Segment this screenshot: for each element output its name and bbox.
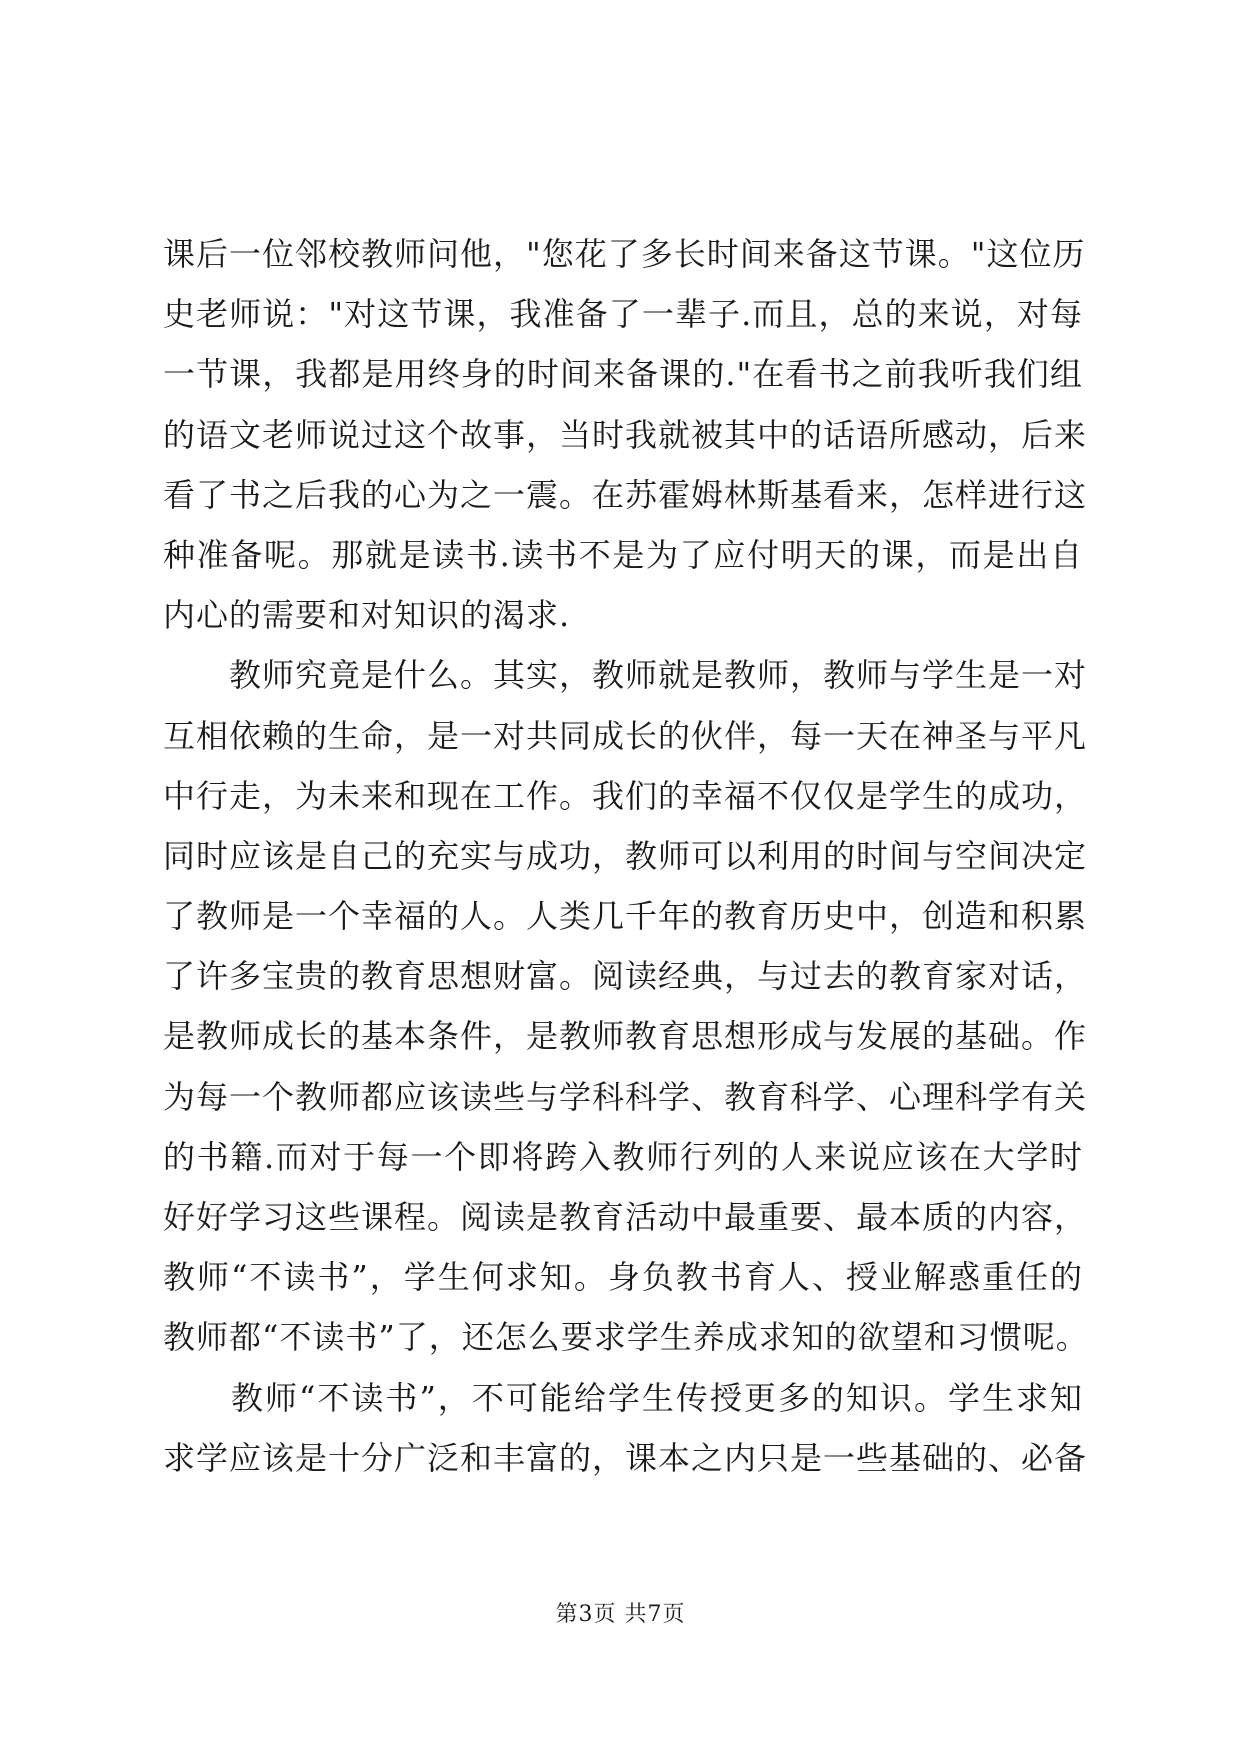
text-line: 互相依赖的生命，是一对共同成长的伙伴，每一天在神圣与平凡 bbox=[163, 716, 1088, 755]
text-line: 教师究竟是什么。其实，教师就是教师，教师与学生是一对 bbox=[163, 656, 1088, 695]
text-line: 种准备呢。那就是读书.读书不是为了应付明天的课，而是出自 bbox=[163, 535, 1083, 574]
text-line: 了许多宝贵的教育思想财富。阅读经典，与过去的教育家对话， bbox=[163, 957, 1088, 996]
text-line: 教师“不读书”，不可能给学生传授更多的知识。学生求知 bbox=[163, 1378, 1083, 1417]
text-line: 课后一位邻校教师问他，"您花了多长时间来备这节课。"这位历 bbox=[163, 235, 1086, 273]
text-line: 教师都“不读书”了，还怎么要求学生养成求知的欲望和习惯呢。 bbox=[163, 1318, 1089, 1357]
text-line: 是教师成长的基本条件，是教师教育思想形成与发展的基础。作 bbox=[163, 1017, 1088, 1056]
text-line: 的语文老师说过这个故事，当时我就被其中的话语所感动，后来 bbox=[163, 415, 1088, 454]
text-line: 好好学习这些课程。阅读是教育活动中最重要、最本质的内容， bbox=[163, 1198, 1088, 1236]
page-number-footer: 第3页 共7页 bbox=[555, 1602, 686, 1627]
text-line: 的书籍.而对于每一个即将跨入教师行列的人来说应该在大学时 bbox=[163, 1137, 1083, 1176]
text-line: 一节课，我都是用终身的时间来备课的."在看书之前我听我们组 bbox=[163, 355, 1083, 394]
text-line: 同时应该是自己的充实与成功，教师可以利用的时间与空间决定 bbox=[163, 836, 1088, 875]
text-line: 内心的需要和对知识的渴求. bbox=[163, 596, 571, 635]
text-line: 求学应该是十分广泛和丰富的，课本之内只是一些基础的、必备 bbox=[163, 1438, 1088, 1477]
text-line: 看了书之后我的心为之一震。在苏霍姆林斯基看来，怎样进行这 bbox=[163, 475, 1088, 514]
text-line: 了教师是一个幸福的人。人类几千年的教育历史中，创造和积累 bbox=[163, 897, 1088, 936]
document-body bbox=[163, 224, 1089, 1488]
text-line: 中行走，为未来和现在工作。我们的幸福不仅仅是学生的成功， bbox=[163, 776, 1088, 815]
text-line: 教师“不读书”，学生何求知。身负教书育人、授业解惑重任的 bbox=[163, 1258, 1083, 1297]
text-line: 为每一个教师都应该读些与学科科学、教育科学、心理科学有关 bbox=[163, 1077, 1088, 1116]
text-line: 史老师说："对这节课，我准备了一辈子.而且，总的来说，对每 bbox=[163, 295, 1083, 334]
